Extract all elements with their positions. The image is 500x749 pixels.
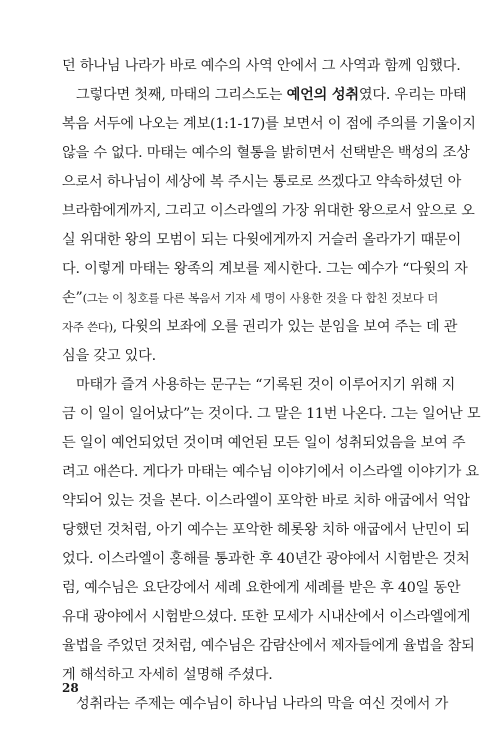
text-line — [62, 226, 462, 255]
text-line-content — [62, 574, 461, 603]
text-line — [62, 516, 470, 545]
emphasis-text: 예언의 성취 — [286, 87, 359, 103]
text-line-content — [76, 371, 456, 400]
text-segment: 실 위대한 왕의 모범이 되는 다윗에게까지 거슬러 올라가기 때문이 — [62, 232, 462, 248]
text-line — [62, 168, 462, 197]
text-segment: 였다. 우리는 마태 — [358, 87, 467, 103]
text-line — [62, 255, 468, 284]
text-line — [62, 110, 476, 139]
text-line-content — [62, 139, 470, 168]
text-line — [62, 545, 470, 574]
text-line — [62, 429, 466, 458]
text-segment: 유대 광야에서 시험받으셨다. 또한 모세가 시내산에서 이스라엘에게 — [62, 609, 471, 625]
text-line-content — [62, 313, 458, 342]
text-segment: 려고 애쓴다. 게다가 마태는 예수님 이야기에서 이스라엘 이야기가 요 — [62, 464, 479, 480]
text-line-content — [62, 545, 470, 574]
text-line — [62, 197, 475, 226]
text-line-content — [62, 400, 481, 429]
text-segment: 으로서 하나님이 세상에 복 주시는 통로로 쓰겠다고 약속하셨던 아 — [62, 174, 462, 190]
parenthetical-text: (그는 이 칭호를 다른 복음서 기자 세 명이 사용한 것을 다 합친 것보다 더 — [82, 291, 438, 305]
text-segment: 든 일이 예언되었던 것이며 예언된 모든 일이 성취되었음을 보여 주 — [62, 435, 466, 451]
text-segment: 심을 갖고 있다. — [62, 348, 156, 364]
text-segment: 다. 이렇게 마태는 왕족의 계보를 제시한다. 그는 예수가 “다윗의 자 — [62, 261, 468, 277]
text-line — [62, 371, 456, 400]
text-segment: 마태가 즐겨 사용하는 문구는 “기록된 것이 이루어지기 위해 지 — [76, 377, 456, 393]
text-segment: 당했던 것처럼, 아기 예수는 포악한 헤롯왕 치하 애굽에서 난민이 되 — [62, 522, 470, 538]
text-line-content — [62, 632, 475, 661]
text-segment: 던 하나님 나라가 바로 예수의 사역 안에서 그 사역과 함께 임했다. — [62, 58, 461, 74]
text-segment: 복음 서두에 나오는 계보(1:1-17)를 보면서 이 점에 주의를 기울이지 — [62, 116, 476, 132]
text-line-content — [62, 603, 471, 632]
text-line — [62, 81, 467, 110]
text-segment: 었다. 이스라엘이 홍해를 통과한 후 40년간 광야에서 시험받은 것처 — [62, 551, 470, 567]
text-line-content — [62, 661, 438, 690]
text-line — [62, 284, 438, 313]
text-line-content — [62, 110, 476, 139]
text-line-content — [62, 52, 461, 81]
text-line — [62, 574, 461, 603]
parenthetical-text: 자주 쓴다) — [62, 320, 113, 334]
text-segment: 않을 수 없다. 마태는 예수의 혈통을 밝히면서 선택받은 백성의 조상 — [62, 145, 470, 161]
text-segment: 그렇다면 첫째, 마태의 그리스도는 — [76, 87, 287, 103]
text-line-content — [62, 168, 462, 197]
text-segment: 브라함에게까지, 그리고 이스라엘의 가장 위대한 왕으로서 앞으로 오 — [62, 203, 475, 219]
text-line-content — [62, 487, 470, 516]
text-line-content — [62, 429, 466, 458]
text-line — [62, 690, 449, 719]
text-line — [62, 400, 481, 429]
text-line-content — [62, 284, 438, 313]
text-line — [62, 661, 438, 690]
text-line — [62, 603, 471, 632]
text-line-content — [62, 226, 462, 255]
text-line — [62, 632, 475, 661]
text-line — [62, 458, 479, 487]
text-line-content — [62, 458, 479, 487]
body-text — [62, 52, 481, 719]
text-line-content — [76, 690, 449, 719]
page-number: 28 — [62, 681, 79, 695]
text-segment: 게 해석하고 자세히 설명해 주셨다. — [62, 667, 273, 683]
text-line — [62, 52, 461, 81]
text-segment: 럼, 예수님은 요단강에서 세례 요한에게 세례를 받은 후 40일 동안 — [62, 580, 461, 596]
text-segment: 손” — [62, 290, 83, 306]
text-line-content — [62, 342, 438, 371]
text-line — [62, 313, 458, 342]
text-segment: 성취라는 주제는 예수님이 하나님 나라의 막을 여신 것에서 가 — [76, 696, 449, 712]
text-segment: 금 이 일이 일어났다”는 것이다. 그 말은 11번 나온다. 그는 일어난 모 — [62, 406, 481, 422]
text-line-content — [62, 516, 470, 545]
text-line-content — [76, 81, 467, 110]
text-segment: 율법을 주었던 것처럼, 예수님은 감람산에서 제자들에게 율법을 참되 — [62, 638, 475, 654]
text-segment: 약되어 있는 것을 본다. 이스라엘이 포악한 바로 치하 애굽에서 억압 — [62, 493, 470, 509]
text-line-content — [62, 197, 475, 226]
text-line-content — [62, 255, 468, 284]
text-segment: , 다윗의 보좌에 오를 권리가 있는 분임을 보여 주는 데 관 — [112, 319, 458, 335]
text-line — [62, 139, 470, 168]
text-line — [62, 342, 438, 371]
text-line — [62, 487, 470, 516]
